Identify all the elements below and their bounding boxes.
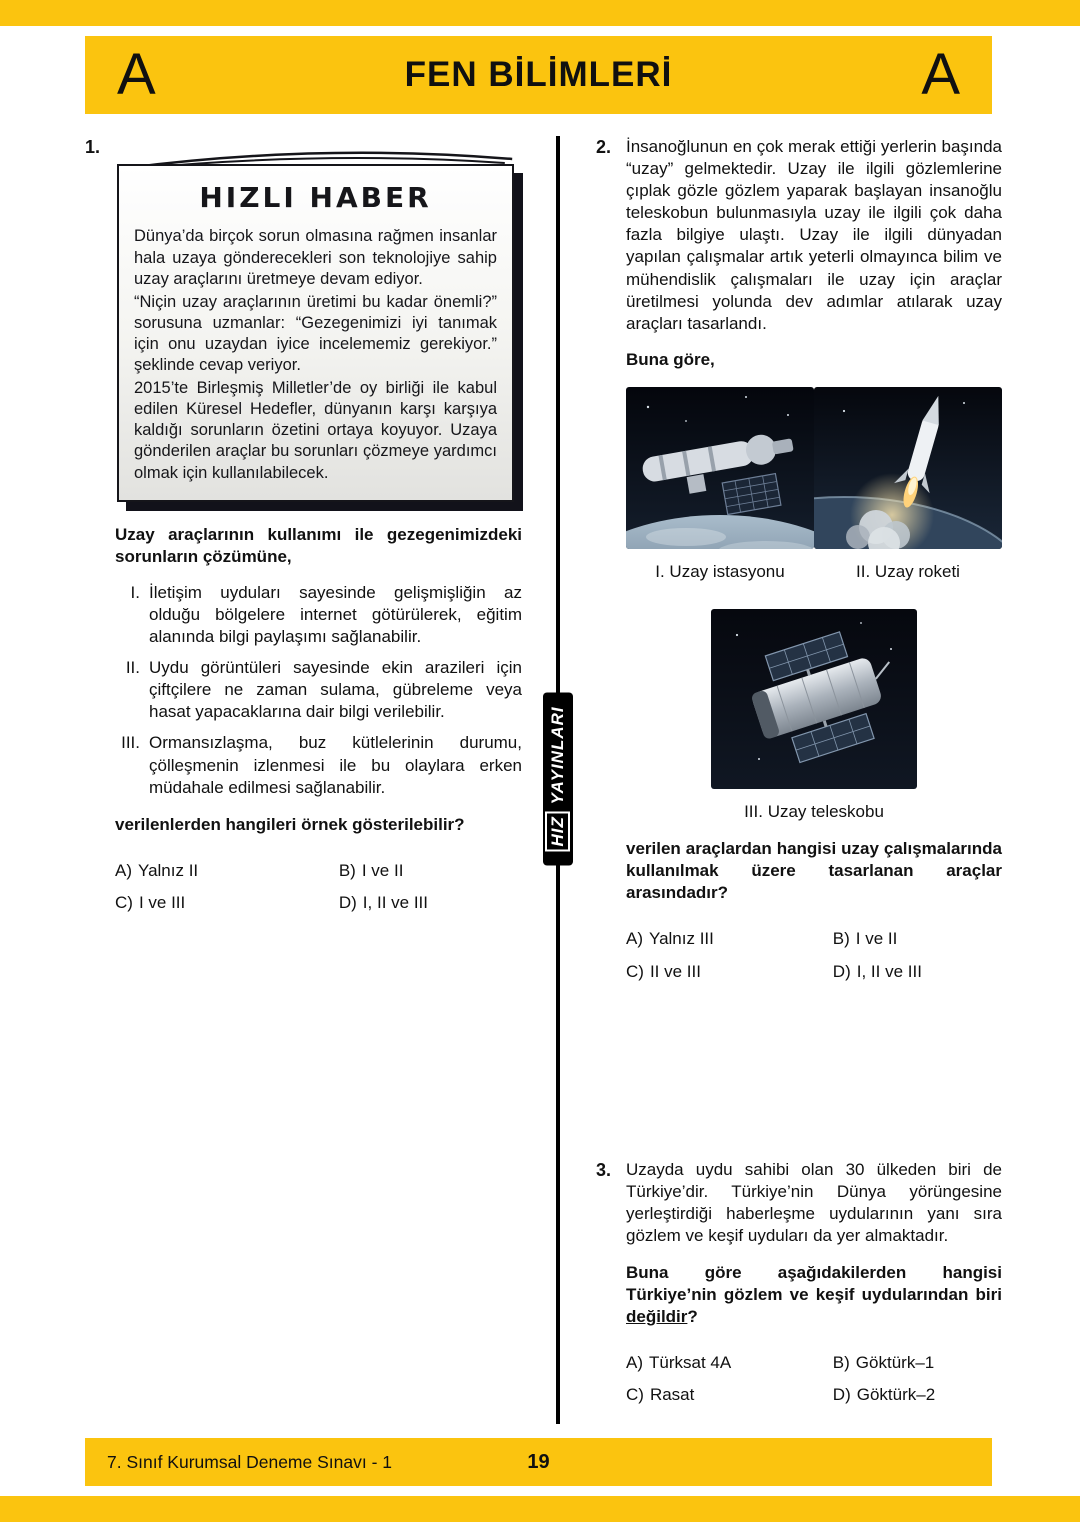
option-text: I ve II (361, 860, 404, 880)
bottom-border-strip (0, 1496, 1080, 1522)
space-telescope-photo (711, 609, 917, 789)
stem-underlined-word: değildir (626, 1307, 688, 1327)
news-clipping (117, 164, 514, 502)
question-2 (596, 136, 1002, 983)
item-numeral: III. (121, 733, 140, 753)
option-label: D) (832, 961, 851, 981)
top-border-strip (0, 0, 1080, 26)
option-text: I, II ve III (362, 892, 428, 912)
exam-name: 7. Sınıf Kurumsal Deneme Sınavı - 1 (107, 1451, 392, 1472)
option-d (833, 961, 1002, 983)
option-b (339, 860, 522, 882)
item-text: Uydu görüntüleri sayesinde ekin arazileri için çiftçilere ne zaman sulama, gübreleme veya hasat yapacaklarına dair bilgi verilebilir. (149, 658, 522, 722)
option-a (626, 928, 833, 950)
figure-caption: I. Uzay istasyonu (655, 561, 785, 581)
option-label: A) (626, 1353, 643, 1373)
question-3-stem (626, 1262, 1002, 1328)
option-a (626, 1352, 833, 1374)
figure-space-station (626, 387, 814, 583)
question-1-items (115, 582, 522, 799)
column-divider (548, 136, 567, 1424)
option-b (833, 1352, 1002, 1374)
question-3 (596, 1159, 1002, 1407)
option-c (626, 1384, 833, 1406)
list-item (115, 657, 522, 723)
figure-caption: II. Uzay roketi (856, 561, 960, 581)
option-a (115, 860, 339, 882)
left-column (85, 136, 522, 1424)
option-c (626, 961, 833, 983)
question-1-number: 1. (85, 137, 101, 157)
question-1-stem: verilenlerden hangileri örnek gösterilebilir? (115, 814, 465, 834)
item-text: Ormansızlaşma, buz kütlelerinin durumu, çölleşmenin izlenmesi ile bu olaylara erken müdahale edilmesi sağlanabilir. (149, 733, 522, 797)
question-1-intro: Uzay araçlarının kullanımı ile gezegenimizdeki sorunların çözümüne, (115, 524, 522, 566)
page-content (85, 136, 1002, 1424)
figure-row (626, 387, 1002, 583)
stem-prefix: Buna göre aşağıdakilerden hangisi Türkiye’nin gözlem ve keşif uydularından biri (626, 1262, 1002, 1305)
option-text: Yalnız III (649, 929, 714, 949)
header-bar (85, 36, 992, 114)
clipping-title: HIZLI HABER (199, 181, 432, 214)
option-label: A) (626, 929, 643, 949)
option-label: C) (626, 961, 644, 981)
page-title: FEN BİLİMLERİ (404, 55, 673, 94)
clipping-paragraph-1: Dünya’da birçok sorun olmasına rağmen insanlar hala uzaya gönderecekleri son teknolojiye sahip uzay araçlarını üretmeye devam ediyor. (134, 227, 497, 288)
item-numeral: I. (130, 582, 140, 602)
question-2-number: 2. (596, 137, 612, 157)
item-numeral: II. (125, 658, 140, 678)
option-text: Rasat (649, 1385, 695, 1405)
publisher-logo-hiz: HIZ (545, 811, 570, 851)
option-b (833, 928, 1002, 950)
option-text: I ve III (138, 892, 186, 912)
footer-bar (85, 1438, 992, 1486)
option-d (339, 892, 522, 914)
booklet-letter-left: A (117, 42, 156, 107)
option-c (115, 892, 339, 914)
publisher-logo (543, 692, 573, 865)
question-1-options (115, 860, 522, 914)
question-2-stem: verilen araçlardan hangisi uzay çalışmalarında kullanılmak üzere tasarlanan araçlar arasındadır? (626, 839, 1002, 903)
option-text: I ve II (855, 929, 898, 949)
question-3-number: 3. (596, 1159, 612, 1180)
option-text: II ve III (649, 961, 701, 981)
question-2-paragraph: İnsanoğlunun en çok merak ettiği yerlerin başında “uzay” gelmektedir. Uzay ile ilgili gözlemlerine çıplak gözle gözlem yaparak başlayan insanoğlu teleskobun bulunmasıyla uzay ile ilgili çok daha fazla bilgiye ulaştı. Uzay ile ilgili dünyadan yapılan çalışmalar artık yeterli olmayınca bilim ve mühendislik çalışmaları ile uzay için araçlar üretilmesi yolunda dev adımlar atılarak uzay araçları tasarlandı. (626, 137, 1002, 333)
option-label: A) (115, 860, 132, 880)
option-text: Türksat 4A (649, 1353, 732, 1373)
figure-rocket (814, 387, 1002, 583)
option-text: Göktürk–2 (856, 1385, 936, 1405)
item-text: İletişim uyduları sayesinde gelişmişliğin az olduğu bölgelere internet götürülerek, eğitim alanında bilgi paylaşımı sağlanabilir. (149, 582, 522, 647)
option-text: Yalnız II (138, 860, 199, 880)
question-3-paragraph: Uzayda uydu sahibi olan 30 ülkeden biri de Türkiye’dir. Türkiye’nin Dünya yörüngesine yerleştirdiği haberleşme uydularının yanı sıra gözlem ve keşif uyduları da yer almaktadır. (626, 1159, 1002, 1245)
question-1 (85, 136, 522, 914)
right-column (596, 136, 1002, 1424)
rocket-photo (814, 387, 1002, 549)
figure-caption: III. Uzay teleskobu (744, 802, 884, 822)
option-label: D) (338, 892, 357, 912)
option-text: I, II ve III (856, 961, 922, 981)
list-item (115, 732, 522, 798)
option-label: D) (832, 1385, 851, 1405)
clipping-paragraph-3: 2015’te Birleşmiş Milletler’de oy birliği ile kabul edilen Küresel Hedefler, dünyanın karşı karşıya kaldığı sorunların özetini ortaya koyuyor. Uzaya gönderilen araçlar bu sorunları çözmeye yardımcı olmak için kullanılabilecek. (134, 379, 497, 482)
page-number: 19 (527, 1450, 550, 1473)
option-label: B) (832, 929, 850, 949)
publisher-logo-yayinlari: YAYINLARI (548, 706, 567, 805)
stem-suffix: ? (687, 1307, 698, 1327)
option-d (833, 1384, 1002, 1406)
option-label: C) (626, 1385, 644, 1405)
option-label: C) (115, 892, 133, 912)
space-station-photo (626, 387, 814, 549)
option-label: B) (832, 1353, 850, 1373)
booklet-letter-right: A (921, 42, 960, 107)
question-2-options (626, 928, 1002, 982)
option-label: B) (338, 860, 356, 880)
figure-space-telescope (711, 609, 917, 823)
list-item (115, 582, 522, 648)
question-3-options (626, 1352, 1002, 1406)
option-text: Göktürk–1 (855, 1353, 935, 1373)
clipping-paragraph-2: “Niçin uzay araçlarının üretimi bu kadar önemli?” sorusuna uzmanlar: “Gezegenimizi iyi tanımak için onu uzaydan iyice incelememiz gerekiyor.” şeklinde cevap veriyor. (134, 292, 497, 375)
question-2-lead-in: Buna göre, (626, 349, 715, 369)
